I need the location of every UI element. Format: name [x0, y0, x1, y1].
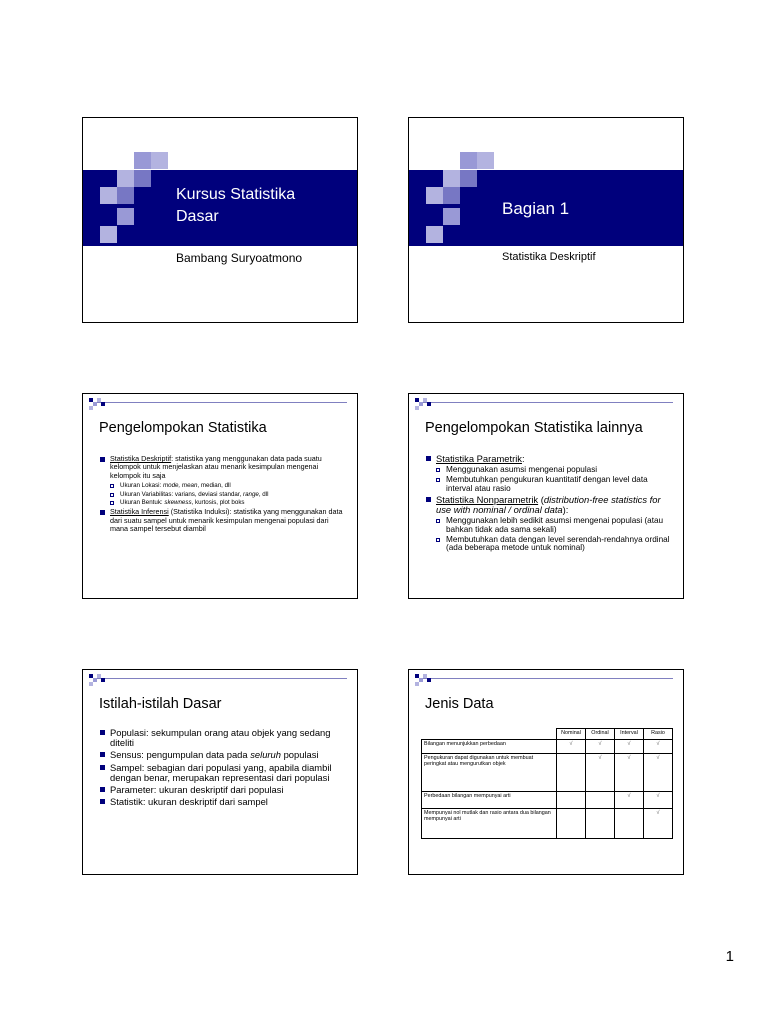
table-cell: √	[586, 754, 615, 792]
bullet-text: : statistika yang menggunakan data pada suatu kelompok untuk menjelaskan atau menarik kesimpulan mengenai kelompok itu saja	[110, 454, 322, 480]
header-blank	[422, 729, 557, 740]
bullet-nonparametrik	[425, 495, 673, 515]
deco-square	[443, 208, 460, 225]
text: ):	[562, 503, 569, 515]
bullet-inferensi	[99, 508, 347, 533]
table-cell: √	[586, 740, 615, 754]
deco-square	[100, 187, 117, 204]
sub-bullet	[109, 491, 347, 499]
slide-5	[82, 669, 358, 875]
page-number: 1	[725, 948, 734, 965]
slide-body	[99, 455, 347, 535]
deco-square	[460, 152, 477, 169]
deco-square	[443, 170, 460, 187]
corner-decoration	[415, 674, 445, 686]
table-row	[422, 754, 673, 792]
bullet-text: (Statistika Induksi): statistika yang menggunakan data dari suatu sampel untuk menarik kesimpulan mengenai populasi dari mana sampel tersebut diambil	[110, 507, 343, 533]
header-line	[93, 402, 347, 403]
table-cell: √	[557, 740, 586, 754]
slide-subtitle: Bambang Suryoatmono	[176, 251, 303, 265]
title-line-1: Kursus Statistika	[176, 186, 296, 203]
bullet-sensus	[99, 750, 347, 760]
data-types-table	[421, 728, 673, 839]
slide-2	[408, 117, 684, 323]
table-cell	[557, 809, 586, 839]
slide-1	[82, 117, 358, 323]
sub-bullet: Menggunakan lebih sedikit asumsi mengenai populasi (atau bahkan tidak ada sama sekali)	[435, 517, 673, 535]
slide-title: Pengelompokan Statistika	[99, 420, 267, 436]
row-label: Pengukuran dapat digunakan untuk membuat peringkat atau mengurutkan objek	[422, 754, 557, 792]
text-italic: distribution-free statistics for use with nominal / ordinal data	[436, 493, 661, 515]
text-italic: mode, mean	[163, 481, 198, 489]
sub-bullet: Menggunakan asumsi mengenai populasi	[435, 466, 673, 475]
column-header: Rasio	[644, 729, 673, 740]
row-label: Perbedaan bilangan mempunyai arti	[422, 792, 557, 809]
table-cell: √	[615, 754, 644, 792]
table-row	[422, 809, 673, 839]
corner-decoration	[89, 674, 119, 686]
table-cell: √	[644, 792, 673, 809]
text: (	[538, 493, 544, 505]
slide-body	[425, 454, 673, 554]
slide-title	[176, 184, 295, 228]
table-cell: √	[615, 740, 644, 754]
deco-square	[477, 152, 494, 169]
bullet-statistik: Statistik: ukuran deskriptif dari sampel	[99, 797, 347, 807]
text: , median, dll	[197, 481, 231, 489]
deco-square	[151, 152, 168, 169]
text-italic: skewness	[164, 499, 192, 507]
table-cell: √	[644, 740, 673, 754]
slide-title: Pengelompokan Statistika lainnya	[425, 420, 643, 436]
header-line	[93, 678, 347, 679]
term: Statistika Deskriptif	[110, 454, 172, 463]
deco-square	[426, 226, 443, 243]
bullet-sampel: Sampel: sebagian dari populasi yang, apabila diambil dengan benar, merupakan representasi dari populasi	[99, 763, 347, 783]
deco-square	[117, 187, 134, 204]
text-italic: seluruh	[250, 749, 281, 761]
table-cell	[586, 809, 615, 839]
bullet-deskriptif	[99, 455, 347, 480]
table-cell: √	[644, 809, 673, 839]
deco-square	[100, 226, 117, 243]
bullet-parametrik	[425, 454, 673, 464]
text: Sensus: pengumpulan data pada	[110, 749, 251, 761]
table-cell	[557, 754, 586, 792]
deco-square	[134, 152, 151, 169]
term: Statistika Parametrik	[436, 453, 522, 464]
title-line-2: Dasar	[176, 208, 219, 225]
deco-square	[83, 187, 100, 204]
term: Statistika Nonparametrik	[436, 493, 539, 505]
deco-square	[409, 187, 426, 204]
header-line	[419, 678, 673, 679]
corner-decoration	[415, 398, 445, 410]
slide-6	[408, 669, 684, 875]
sub-bullet	[109, 482, 347, 490]
row-label: Mempunyai nol mutlak dan rasio antara dua bilangan mempunyai arti	[422, 809, 557, 839]
table-row	[422, 740, 673, 754]
column-header: Interval	[615, 729, 644, 740]
slide-subtitle: Statistika Deskriptif	[502, 251, 596, 263]
slide-3	[82, 393, 358, 599]
table-cell	[557, 792, 586, 809]
bullet-text: :	[521, 453, 525, 464]
deco-square	[460, 170, 477, 187]
bullet-parameter: Parameter: ukuran deskriptif dari populasi	[99, 785, 347, 795]
deco-square	[443, 187, 460, 204]
table-cell	[586, 792, 615, 809]
header-line	[419, 402, 673, 403]
deco-square	[117, 208, 134, 225]
sub-bullet	[109, 499, 347, 507]
corner-decoration	[89, 398, 119, 410]
slide-title: Jenis Data	[425, 696, 494, 712]
slide-title: Istilah-istilah Dasar	[99, 696, 222, 712]
slide-body	[99, 728, 347, 809]
bullet-populasi: Populasi: sekumpulan orang atau objek yang sedang diteliti	[99, 728, 347, 748]
deco-square	[134, 170, 151, 187]
table-cell: √	[615, 792, 644, 809]
table-cell: √	[644, 754, 673, 792]
table-cell	[615, 809, 644, 839]
table-row	[422, 792, 673, 809]
text: populasi	[280, 749, 319, 761]
text: , kurtosis, plot boks	[191, 499, 245, 507]
text: Ukuran Bentuk:	[120, 499, 165, 507]
slide-title: Bagian 1	[502, 199, 570, 218]
term: Statistika Inferensi	[110, 507, 169, 517]
text: Ukuran Lokasi:	[120, 481, 163, 489]
text: Ukuran Variabilitas: varians, deviasi standar,	[120, 490, 244, 498]
deco-square	[426, 187, 443, 204]
slide-4	[408, 393, 684, 599]
sub-bullet: Membutuhkan pengukuran kuantitatif dengan level data interval atau rasio	[435, 476, 673, 494]
column-header: Nominal	[557, 729, 586, 740]
deco-square	[117, 170, 134, 187]
row-label: Bilangan menunjukkan perbedaan	[422, 740, 557, 754]
column-header: Ordinal	[586, 729, 615, 740]
text-italic: range	[243, 490, 259, 498]
text: , dll	[258, 490, 269, 498]
table-header-row	[422, 729, 673, 740]
sub-bullet: Membutuhkan data dengan level serendah-rendahnya ordinal (ada beberapa metode untuk nominal)	[435, 536, 673, 554]
